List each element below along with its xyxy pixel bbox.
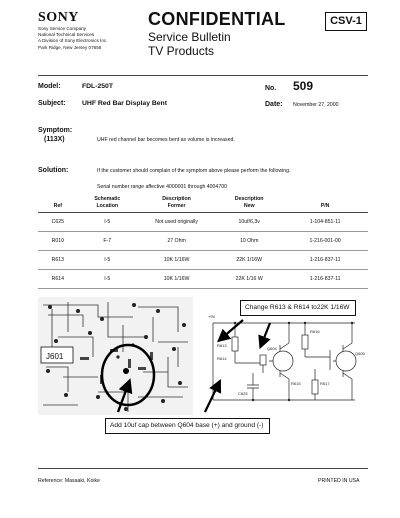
header-description-new: Description New (216, 195, 282, 213)
company-line: National Technical Services (38, 32, 95, 38)
cell-location: I-5 (78, 270, 137, 289)
cell-new: 22K 1/16W (216, 251, 282, 270)
footer-divider (38, 468, 368, 469)
model-value: FDL-250T (82, 83, 113, 90)
schematic-label: R617 (320, 381, 330, 386)
arrow-to-r614 (262, 323, 270, 343)
schematic-label: R616 (310, 329, 320, 334)
symptom-code: (113X) (44, 136, 65, 143)
symptom-text: UHF red channel bar becomes bent as volume is increased. (97, 137, 235, 143)
confidential-heading: CONFIDENTIAL (148, 9, 286, 29)
cell-former: 10K 1/16W (137, 270, 216, 289)
company-line: A Division of Sony Electronics Inc. (38, 38, 108, 44)
cell-former: 27 Ohm (137, 232, 216, 251)
header-part-number: P/N (282, 195, 368, 213)
company-line: Sony Service Company (38, 26, 87, 31)
arrow-to-r613 (222, 320, 243, 338)
subject-label: Subject: (38, 100, 66, 107)
connector-label-j601: J601 (46, 352, 64, 361)
cell-location: I-5 (78, 251, 137, 270)
bulletin-no-value: 509 (293, 79, 314, 93)
cell-ref: R614 (38, 270, 78, 289)
serial-range: Serial number range affective 4000001 through 4004700 (97, 184, 227, 190)
bulletin-line: Service Bulletin (148, 30, 231, 44)
model-label: Model: (38, 83, 61, 90)
cell-new: 10uf/6,3v (216, 213, 282, 232)
header-description-former: Description Former (137, 195, 216, 213)
cell-location: F-7 (78, 232, 137, 251)
cell-location: I-5 (78, 213, 137, 232)
symptom-label: Symptom: (38, 127, 73, 134)
schematic-label: +9V (208, 314, 216, 319)
cell-part-number: 1-104-851-11 (282, 213, 368, 232)
cell-part-number: 1-216-837-11 (282, 251, 368, 270)
cell-part-number: 1-216-001-00 (282, 232, 368, 251)
subject-value: UHF Red Bar Display Bent (82, 100, 167, 107)
cell-ref: R010 (38, 232, 78, 251)
bulletin-line: TV Products (148, 44, 215, 58)
date-label: Date: (265, 101, 283, 108)
cell-ref: C625 (38, 213, 78, 232)
header-schematic-location: Schematic Location (78, 195, 137, 213)
cell-ref: R613 (38, 251, 78, 270)
schematic-label: Q604 (267, 346, 277, 351)
arrow-to-board (118, 385, 128, 412)
bulletin-code-box: CSV-1 (325, 12, 367, 31)
callout-change-resistors: Change R613 & R614 to22K 1/16W (240, 300, 356, 316)
callout-add-capacitor: Add 10uf cap between Q604 base (+) and ground (-) (105, 418, 270, 434)
date-value: November 27, 2000 (293, 102, 339, 108)
schematic-label: R613 (217, 343, 227, 348)
schematic-label: R614 (217, 356, 227, 361)
sony-logo: SONY (38, 10, 79, 25)
cell-part-number: 1-216-837-11 (282, 270, 368, 289)
cell-former: Not used originally (137, 213, 216, 232)
schematic-label: C625 (238, 391, 248, 396)
schematic-label: R615 (291, 381, 301, 386)
header-ref: Ref (38, 195, 78, 213)
cell-new: 22K 1/16 W (216, 270, 282, 289)
company-line: Park Ridge, New Jersey 07656 (38, 44, 102, 50)
bulletin-no-label: No. (265, 85, 277, 92)
footer-printed: PRINTED IN USA (318, 478, 360, 484)
footer-reference: Reference: Masaaki, Koike (38, 478, 100, 484)
schematic-label: Q605 (355, 351, 365, 356)
arrow-to-c625 (205, 385, 218, 412)
cell-former: 10K 1/16W (137, 251, 216, 270)
solution-label: Solution: (38, 167, 69, 174)
cell-new: 10 Ohm (216, 232, 282, 251)
solution-text: If the customer should complain of the symptom above please perform the following. (97, 168, 291, 174)
